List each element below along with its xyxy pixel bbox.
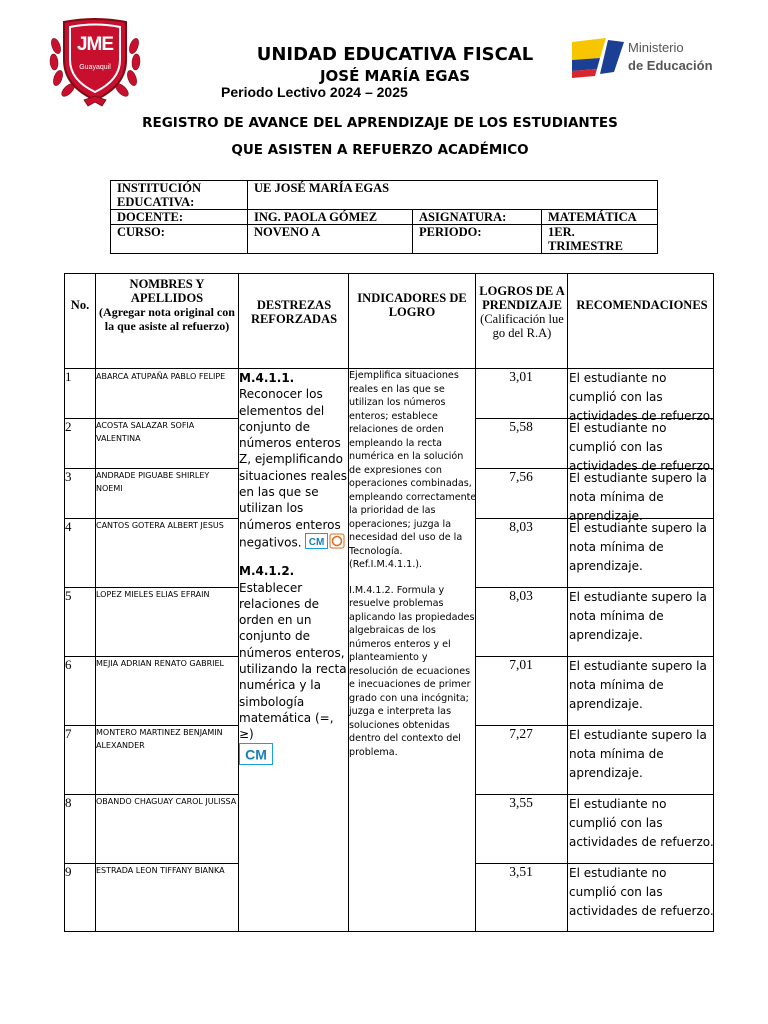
header-nombres <box>99 277 235 333</box>
document-title-line-2: QUE ASISTEN A REFUERZO ACADÉMICO <box>231 142 529 158</box>
student-score: 7,01 <box>509 657 533 672</box>
student-recommendation: El estudiante no cumplió con las actividades de refuerzo. <box>569 797 714 849</box>
docente-label: DOCENTE: <box>111 210 248 225</box>
periodo-label: PERIODO: <box>413 225 542 254</box>
school-logo <box>46 16 144 108</box>
student-recommendation: El estudiante no cumplió con las actividades de refuerzo. <box>569 421 714 473</box>
school-logo-monogram: JME <box>76 34 114 55</box>
student-score: 3,01 <box>509 369 533 384</box>
periodo-value: 1ER. TRIMESTRE <box>542 225 658 254</box>
asignatura-value: MATEMÁTICA <box>542 210 658 225</box>
student-recommendation: El estudiante supero la nota mínima de aprendizaje. <box>569 590 707 642</box>
header-indicadores: INDICADORES DE LOGRO <box>357 291 467 319</box>
student-name: ABARCA ATUPAÑA PABLO FELIPE <box>96 372 226 381</box>
student-score: 3,55 <box>509 795 533 810</box>
row-number: 8 <box>65 795 72 810</box>
ministry-line-1: Ministerio <box>628 40 684 55</box>
student-score: 5,58 <box>509 419 533 434</box>
student-name: CANTOS GOTERA ALBERT JESUS <box>96 521 224 530</box>
header-destrezas: DESTREZAS REFORZADAS <box>250 298 338 326</box>
asignatura-label: ASIGNATURA: <box>413 210 542 225</box>
curso-value: NOVENO A <box>248 225 413 254</box>
student-recommendation: El estudiante supero la nota mínima de aprendizaje. <box>569 728 707 780</box>
header-nombres-title: NOMBRES Y APELLIDOS <box>129 277 205 305</box>
institucion-label: INSTITUCIÓN EDUCATIVA: <box>111 181 248 210</box>
student-name: OBANDO CHAGUAY CAROL JULISSA <box>96 797 237 806</box>
info-table <box>110 180 658 254</box>
row-number: 1 <box>65 369 72 384</box>
curso-label: CURSO: <box>111 225 248 254</box>
ministry-line-2: de Educación <box>628 58 713 73</box>
header-logros <box>479 284 565 340</box>
header-logros-note: (Calificación luego del R.A) <box>480 312 564 340</box>
student-score: 8,03 <box>509 588 533 603</box>
destreza-code-2: M.4.1.2. <box>239 564 295 579</box>
institucion-value: UE JOSÉ MARÍA EGAS <box>248 181 658 210</box>
header-logros-title: LOGROS DE APRENDIZAJE <box>479 284 565 312</box>
document-title-line-1: REGISTRO DE AVANCE DEL APRENDIZAJE DE LOS ESTUDIANTES <box>142 115 618 131</box>
destrezas-content <box>239 370 347 769</box>
indicadores-content <box>349 369 477 759</box>
student-score: 8,03 <box>509 519 533 534</box>
student-name: LOPEZ MIELES ELIAS EFRAIN <box>96 590 210 599</box>
student-score: 7,27 <box>509 726 533 741</box>
school-patron: JOSÉ MARÍA EGAS <box>319 67 471 85</box>
student-name: ACOSTA SALAZAR SOFIA VALENTINA <box>96 421 195 443</box>
cm-badge-icon-2 <box>239 743 273 769</box>
svg-text:CM: CM <box>245 746 267 763</box>
row-number: 2 <box>65 419 72 434</box>
destreza-text-1: Reconocer los elementos del conjunto de números enteros Z, ejemplificando situaciones reales en las que se utilizan los números enteros negativos. <box>239 387 347 550</box>
row-number: 4 <box>65 519 72 534</box>
row-number: 3 <box>65 469 72 484</box>
student-name: MONTERO MARTINEZ BENJAMIN ALEXANDER <box>96 728 223 750</box>
cm-badge-icon <box>305 533 345 553</box>
destreza-code-1: M.4.1.1. <box>239 371 295 385</box>
row-number: 6 <box>65 657 72 672</box>
row-number: 9 <box>65 864 72 879</box>
student-recommendation: El estudiante no cumplió con las actividades de refuerzo. <box>569 866 714 918</box>
ministry-logo <box>570 36 730 82</box>
students-table <box>64 273 714 932</box>
school-logo-city: Guayaquil <box>79 64 111 71</box>
docente-value: ING. PAOLA GÓMEZ <box>248 210 413 225</box>
student-score: 3,51 <box>509 864 533 879</box>
student-name: MEJIA ADRIAN RENATO GABRIEL <box>96 659 225 668</box>
student-score: 7,56 <box>509 469 533 484</box>
school-name: UNIDAD EDUCATIVA FISCAL <box>256 44 534 65</box>
student-recommendation: El estudiante supero la nota mínima de aprendizaje. <box>569 521 707 573</box>
student-name: ESTRADA LEON TIFFANY BIANKA <box>96 866 225 875</box>
header-recomendaciones: RECOMENDACIONES <box>576 298 708 312</box>
student-recommendation: El estudiante supero la nota mínima de aprendizaje. <box>569 659 707 711</box>
student-recommendation: El estudiante no cumplió con las actividades de refuerzo. <box>569 371 714 423</box>
header-nombres-note: (Agregar nota original con la que asiste al refuerzo) <box>99 305 235 333</box>
svg-text:CM: CM <box>309 536 325 548</box>
header-no: No. <box>70 298 90 312</box>
row-number: 7 <box>65 726 72 741</box>
destreza-text-2: Establecer relaciones de orden en un conjunto de números enteros, utilizando la recta numérica y la simbología matemática (=, ≥) <box>239 580 347 742</box>
indicador-text-1: Ejemplifica situaciones reales en las que se utilizan los números enteros; establece relaciones de orden empleando la recta numérica en la solución de expresiones con operaciones combinadas, empleando correctamente la prioridad de las operaciones; juzga la necesidad del uso de la Tecnología. (Ref.I.M.4.1.1.). <box>349 370 477 570</box>
row-number: 5 <box>65 588 72 603</box>
student-name: ANDRADE PIGUABE SHIRLEY NOEMI <box>96 471 210 493</box>
indicador-text-2: I.M.4.1.2. Formula y resuelve problemas aplicando las propiedades algebraicas de los números enteros y el planteamiento y resolución de ecuaciones e inecuaciones de primer grado con una incógnita; juzga e interpreta las soluciones obtenidas dentro del contexto del problema. <box>349 584 475 758</box>
period-line: Periodo Lectivo 2024 – 2025 <box>221 84 408 100</box>
student-recommendation: El estudiante supero la nota mínima de aprendizaje. <box>569 471 707 523</box>
